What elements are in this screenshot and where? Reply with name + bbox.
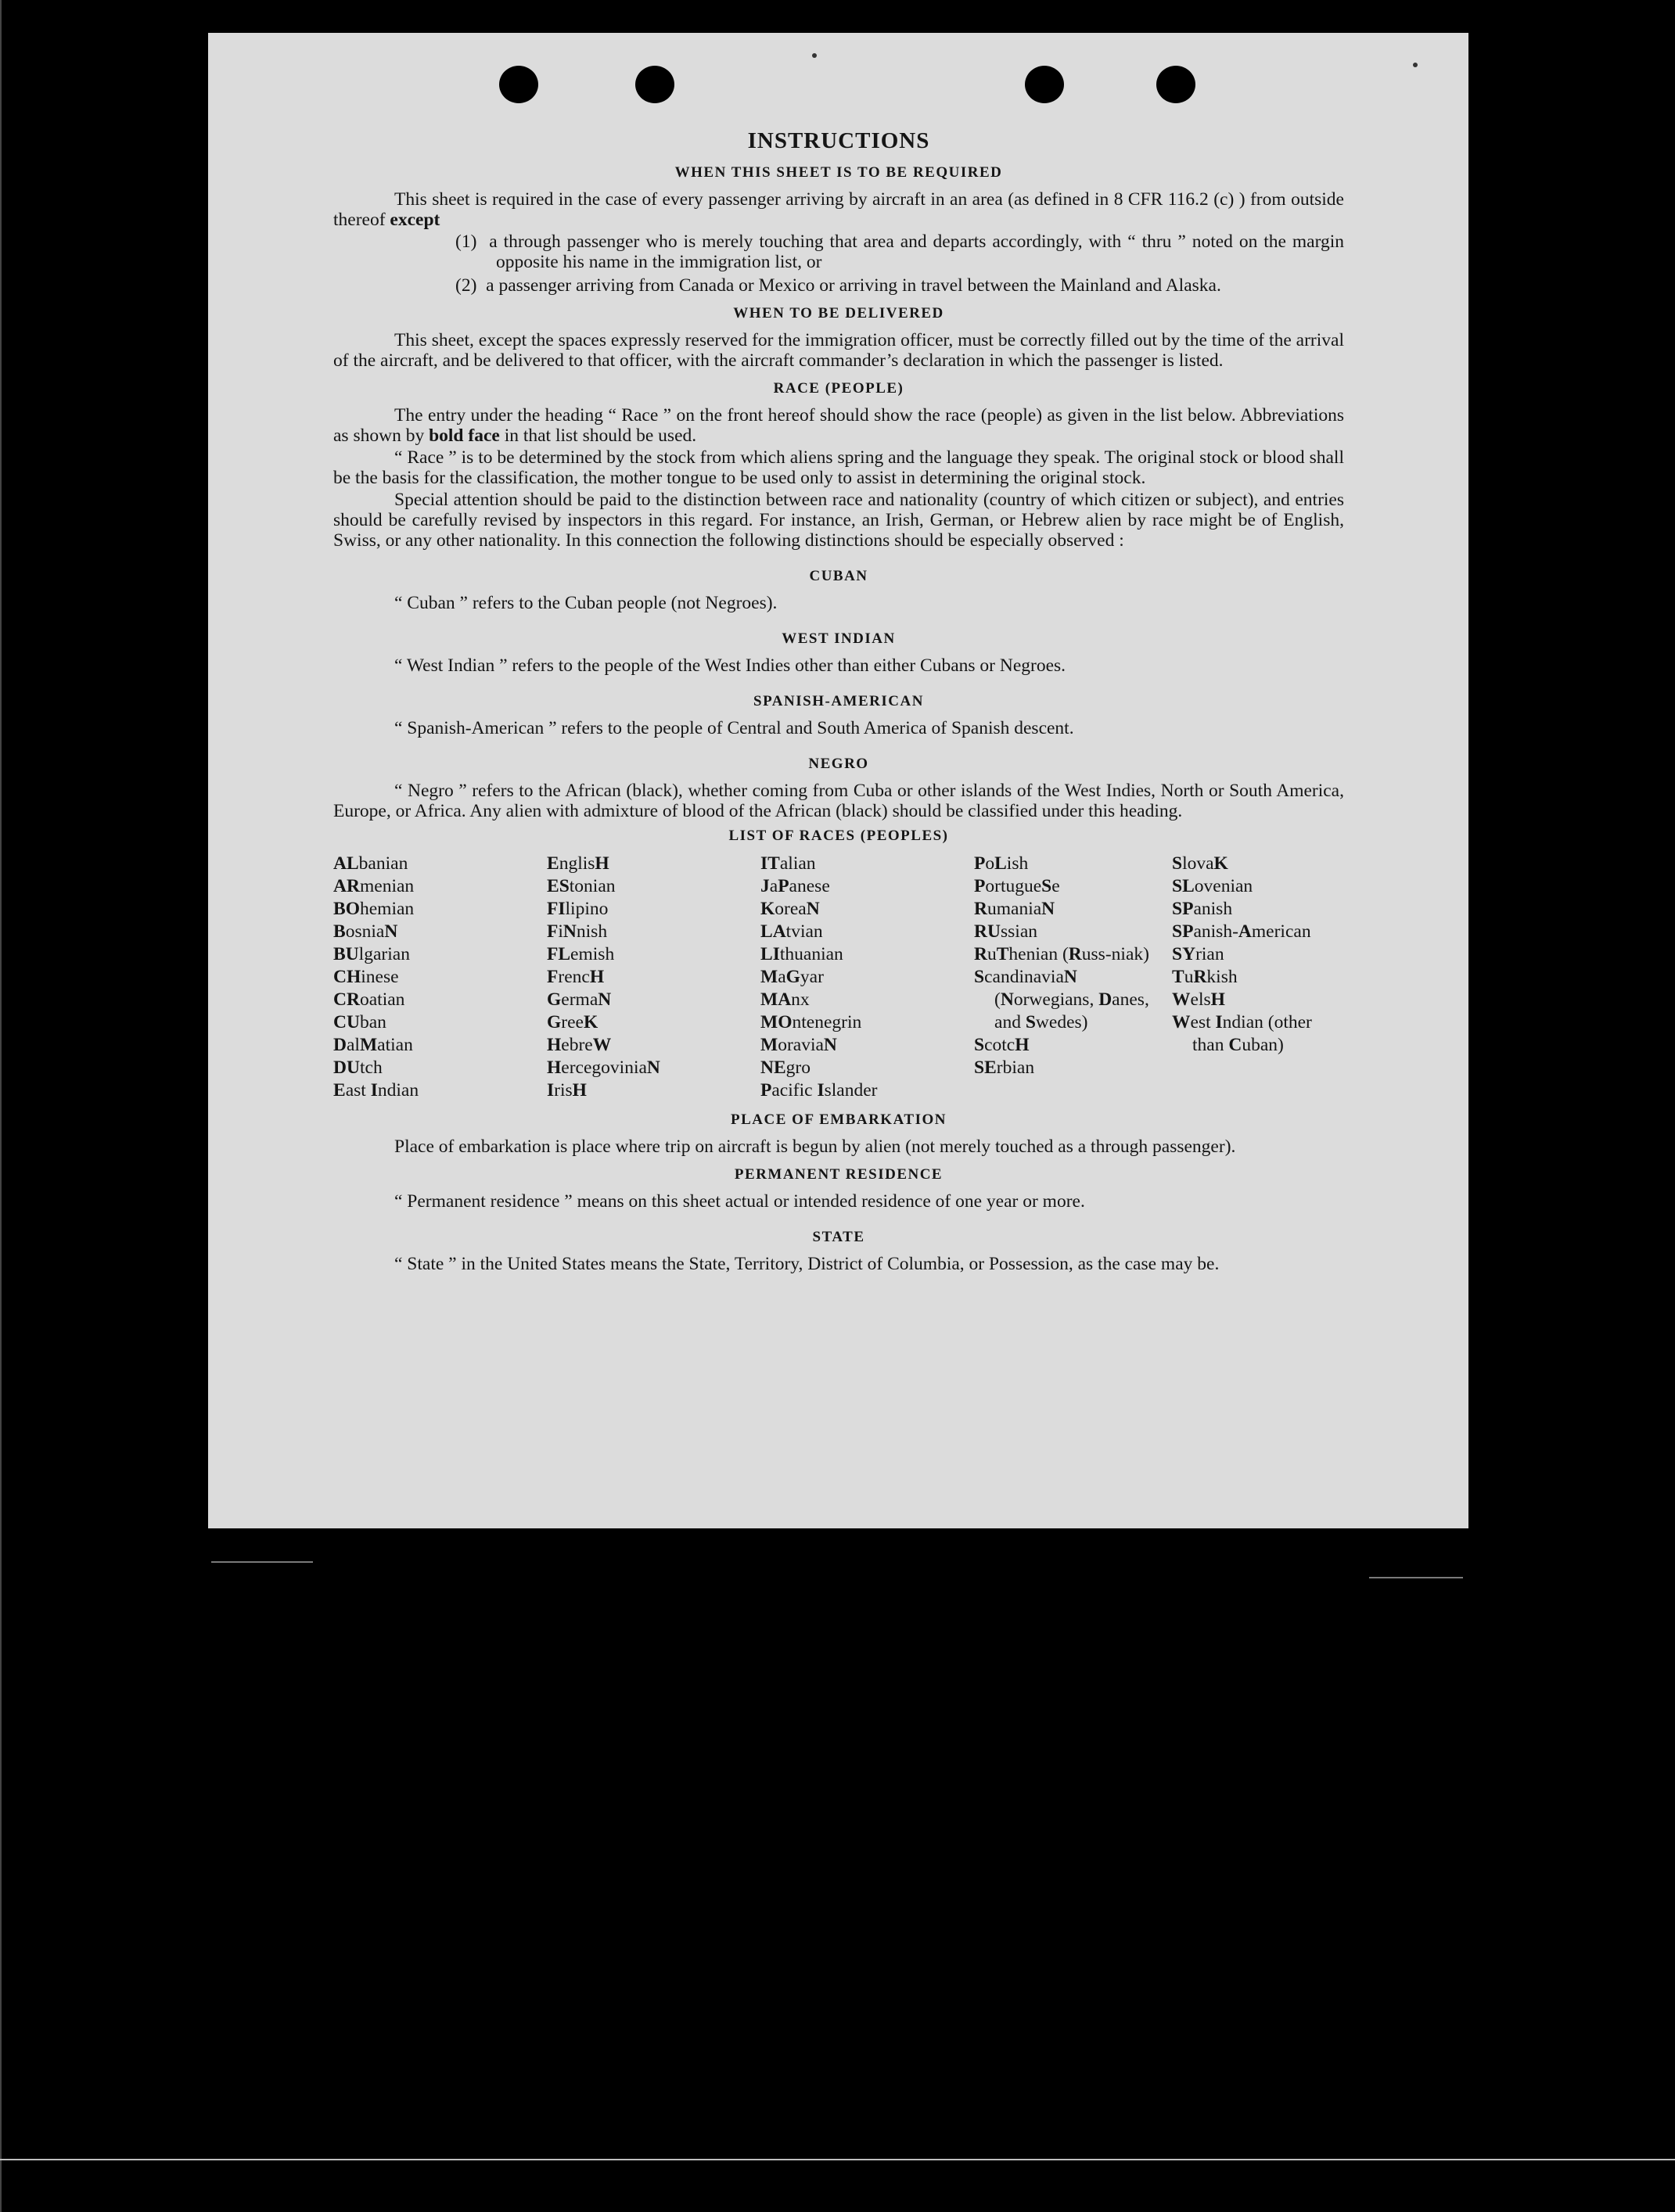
section-heading-race: RACE (PEOPLE) — [773, 380, 904, 397]
race-entry: LIthuanian — [760, 944, 843, 964]
race-entry: ITalian — [760, 853, 816, 874]
speck — [1413, 63, 1418, 67]
section-heading-spanish-american: SPANISH-AMERICAN — [753, 693, 924, 709]
race-paragraph-1: The entry under the heading “ Race ” on the front hereof should show the race (people) as given in the list below. Abbreviations as shown by bold face in that list should be used. — [333, 405, 1344, 446]
race-entry: BUlgarian — [333, 944, 410, 964]
scan-artifact — [0, 2159, 1675, 2160]
section-heading-negro: NEGRO — [808, 756, 869, 772]
race-entry: GreeK — [547, 1012, 598, 1032]
section-heading-state: STATE — [812, 1229, 865, 1245]
section-heading-list-of-races: LIST OF RACES (PEOPLES) — [728, 828, 949, 844]
race-entry: WelsH — [1172, 989, 1225, 1010]
race-entry: East Indian — [333, 1080, 419, 1101]
race-entry: EStonian — [547, 876, 616, 896]
punch-hole — [635, 66, 674, 103]
race-entry: ALbanian — [333, 853, 408, 874]
race-entry: FiNnish — [547, 921, 608, 942]
race-entry: GermaN — [547, 989, 612, 1010]
race-entry: CUban — [333, 1012, 386, 1032]
race-entry: SYrian — [1172, 944, 1224, 964]
west-indian-text: “ West Indian ” refers to the people of the West Indies other than either Cubans or Negroes. — [394, 655, 1066, 676]
embarkation-text: Place of embarkation is place where trip on aircraft is begun by alien (not merely touched as a through passenger). — [394, 1137, 1236, 1157]
races-column-3 — [760, 853, 964, 1102]
race-entry: MaGyar — [760, 967, 824, 987]
residence-text: “ Permanent residence ” means on this sheet actual or intended residence of one year or more. — [394, 1191, 1085, 1212]
race-entry: MAnx — [760, 989, 810, 1010]
punch-hole — [499, 66, 538, 103]
race-entry: Pacific Islander — [760, 1080, 878, 1101]
race-entry: FrencH — [547, 967, 605, 987]
race-entry: CHinese — [333, 967, 399, 987]
race-entry: MOntenegrin — [760, 1012, 862, 1032]
races-column-4 — [974, 853, 1162, 1102]
document-page — [208, 33, 1468, 1528]
race-entry: BosniaN — [333, 921, 398, 942]
race-paragraph-3: Special attention should be paid to the distinction between race and nationality (country of which citizen or subject), and entries should be carefully revised by inspectors in this regard. For instance, an Irish, German, or Hebrew alien by race might be of English, Swiss, or any other nationality. In this connection the following distinctions should be especially observed : — [333, 490, 1344, 551]
race-entry: RuThenian (Russ-niak) — [974, 944, 1149, 964]
required-item-2: (2) a passenger arriving from Canada or Mexico or arriving in travel between the Mainland and Alaska. — [455, 275, 1221, 296]
race-entry: MoraviaN — [760, 1035, 837, 1055]
spanish-american-text: “ Spanish-American ” refers to the people of Central and South America of Spanish descent. — [394, 718, 1074, 738]
race-entry: DUtch — [333, 1058, 383, 1078]
race-entry: PoLish — [974, 853, 1029, 874]
race-entry: HebreW — [547, 1035, 612, 1055]
races-column-5 — [1172, 853, 1344, 1102]
speck — [812, 53, 817, 58]
race-entry: HercegoviniaN — [547, 1058, 660, 1078]
punch-hole — [1025, 66, 1064, 103]
section-heading-required: WHEN THIS SHEET IS TO BE REQUIRED — [674, 164, 1003, 181]
scan-artifact — [211, 1561, 313, 1563]
cuban-text: “ Cuban ” refers to the Cuban people (not Negroes). — [394, 593, 778, 613]
page-edge — [0, 0, 2, 2212]
race-entry: ScotcH — [974, 1035, 1030, 1055]
punch-hole — [1156, 66, 1195, 103]
required-intro: This sheet is required in the case of every passenger arriving by aircraft in an area (as defined in 8 CFR 116.2 (c) ) from outside thereof except — [333, 189, 1344, 230]
race-entry: CRoatian — [333, 989, 405, 1010]
race-entry: West Indian (other than Cuban) — [1172, 1012, 1312, 1055]
race-entry: SPanish-American — [1172, 921, 1311, 942]
race-entry: JaPanese — [760, 876, 830, 896]
scan-artifact — [1369, 1577, 1463, 1578]
race-entry: SPanish — [1172, 899, 1233, 919]
race-entry: EnglisH — [547, 853, 609, 874]
race-entry: FIlipino — [547, 899, 609, 919]
state-text: “ State ” in the United States means the State, Territory, District of Columbia, or Possession, as the case may be. — [394, 1254, 1220, 1274]
section-heading-west-indian: WEST INDIAN — [782, 630, 896, 647]
section-heading-embarkation: PLACE OF EMBARKATION — [731, 1111, 947, 1128]
section-heading-cuban: CUBAN — [809, 568, 868, 584]
race-entry: SErbian — [974, 1058, 1035, 1078]
race-entry: IrisH — [547, 1080, 587, 1101]
race-entry: FLemish — [547, 944, 615, 964]
delivered-text: This sheet, except the spaces expressly reserved for the immigration officer, must be correctly filled out by the time of the arrival of the aircraft, and be delivered to that officer, with the aircraft commander’s declaration in which the passenger is listed. — [333, 330, 1344, 371]
race-entry: ARmenian — [333, 876, 415, 896]
race-paragraph-2: “ Race ” is to be determined by the stock from which aliens spring and the language they speak. The original stock or blood shall be the basis for the classification, the mother tongue to be used only to assist in determining the original stock. — [333, 447, 1344, 488]
race-entry: LAtvian — [760, 921, 823, 942]
page-title: INSTRUCTIONS — [747, 128, 930, 153]
section-heading-delivered: WHEN TO BE DELIVERED — [733, 305, 944, 321]
instructions-content — [333, 128, 1344, 1276]
race-entry: PortugueSe — [974, 876, 1060, 896]
races-column-2 — [547, 853, 750, 1102]
race-entry: NEgro — [760, 1058, 811, 1078]
race-entry: SlovaK — [1172, 853, 1228, 874]
races-list — [333, 853, 1344, 1102]
section-heading-residence: PERMANENT RESIDENCE — [734, 1166, 944, 1183]
races-column-1 — [333, 853, 537, 1102]
race-entry: RUssian — [974, 921, 1037, 942]
required-item-1: (1) a through passenger who is merely touching that area and departs accordingly, with “ thru ” noted on the margin opposite his name in the immigration list, or — [455, 232, 1345, 272]
race-entry: SLovenian — [1172, 876, 1253, 896]
race-entry: KoreaN — [760, 899, 820, 919]
race-entry: DalMatian — [333, 1035, 413, 1055]
race-entry: ScandinaviaN (Norwegians, Danes, and Swedes) — [974, 967, 1149, 1032]
race-entry: TuRkish — [1172, 967, 1238, 987]
negro-text: “ Negro ” refers to the African (black), whether coming from Cuba or other islands of the West Indies, North or South America, Europe, or Africa. Any alien with admixture of blood of the African (black) should be classified under this heading. — [333, 781, 1344, 821]
race-entry: BOhemian — [333, 899, 415, 919]
race-entry: RumaniaN — [974, 899, 1055, 919]
